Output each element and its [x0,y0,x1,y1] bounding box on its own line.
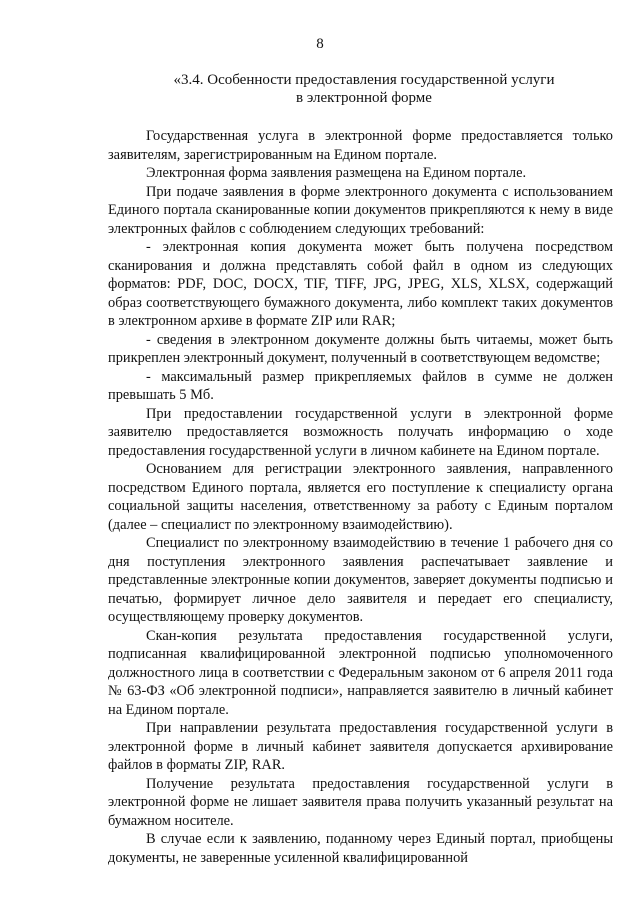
paragraph: Государственная услуга в электронной форме предоставляется только заявителям, зарегистрированным на Едином портале. [108,128,613,163]
list-item: - сведения в электронном документе должны быть читаемы, может быть прикреплен электронный документ, полученный в соответствующем ведомстве; [108,331,613,366]
paragraph: Электронная форма заявления размещена на Едином портале. [146,165,527,181]
paragraph: Получение результата предоставления государственной услуги в электронной форме не лишает заявителя права получить указанный результат на бумажном носителе. [108,775,613,829]
paragraph: В случае если к заявлению, поданному через Единый портал, приобщены документы, не заверенные усиленной квалифицированной [108,831,613,866]
paragraph: Специалист по электронному взаимодействию в течение 1 рабочего дня со дня поступления электронного заявления распечатывает заявление и представленные электронные копии документов, заверяет документы подписью и печатью, формирует личное дело заявителя и передает его специалисту, осуществляющему проверку документов. [108,535,613,625]
section-heading-line-1: «3.4. Особенности предоставления государственной услуги [173,72,555,88]
list-item: - электронная копия документа может быть получена посредством сканирования и должна представлять собой файл в одном из следующих форматов: PDF, DOC, DOCX, TIF, TIFF, JPG, JPEG, XLS, XLSX, содержащий образ соответствующего бумажного документа, либо комплект таких документов в электронном архиве в формате ZIP или RAR; [108,239,613,329]
section-heading [108,71,620,107]
document-body [108,127,613,867]
list-item: - максимальный размер прикрепляемых файлов в сумме не должен превышать 5 Мб. [108,368,613,403]
paragraph: Основанием для регистрации электронного заявления, направленного посредством Единого портала, является его поступление к специалисту органа социальной защиты населения, ответственному за работу с Единым порталом (далее – специалист по электронному взаимодействию). [108,461,613,533]
page-number: 8 [316,36,324,52]
paragraph: При направлении результата предоставления государственной услуги в электронной форме в личный кабинет заявителя допускается архивирование файлов в форматы ZIP, RAR. [108,720,613,773]
paragraph: При подаче заявления в форме электронного документа с использованием Единого портала сканированные копии документов прикрепляются к нему в виде электронных файлов с соблюдением следующих требований: [108,183,613,237]
paragraph: При предоставлении государственной услуги в электронной форме заявителю предоставляется возможность получать информацию о ходе предоставления государственной услуги в личном кабинете на Едином портале. [108,405,613,459]
paragraph: Скан-копия результата предоставления государственной услуги, подписанная квалифицированной электронной подписью уполномоченного должностного лица в соответствии с Федеральным законом от 6 апреля 2011 года № 63-ФЗ «Об электронной подписи», направляется заявителю в личный кабинет на Едином портале. [108,627,613,718]
section-heading-line-2: в электронной форме [296,90,432,106]
